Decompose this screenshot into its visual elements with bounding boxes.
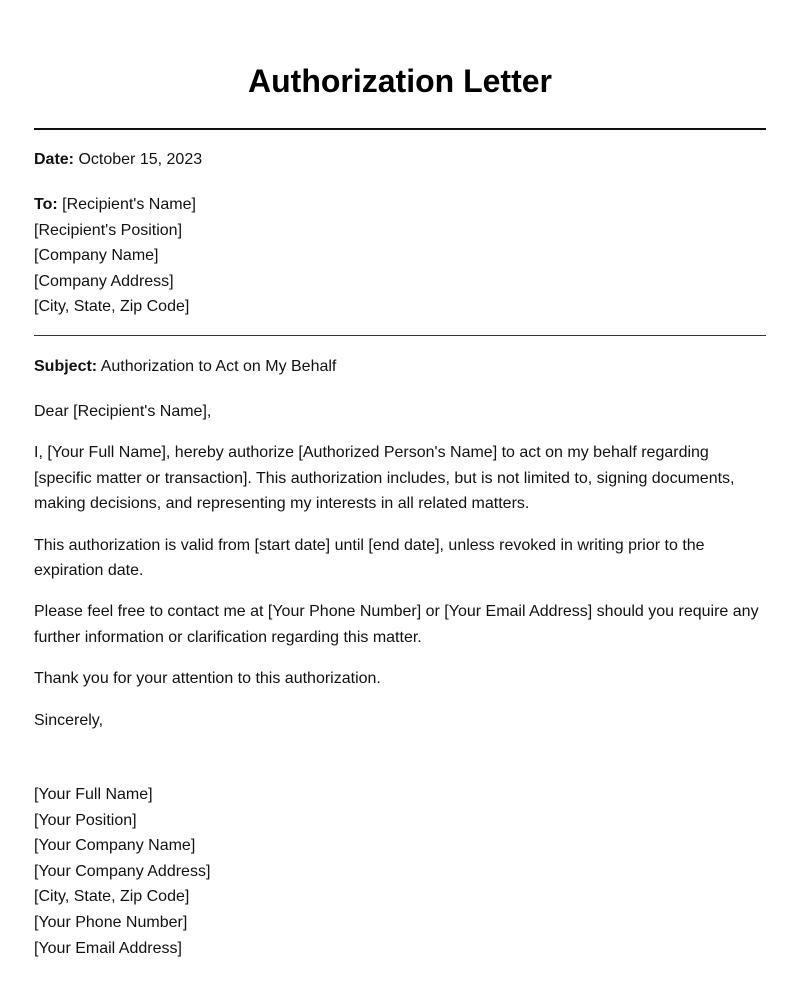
recipient-company-address: [Company Address] xyxy=(34,272,174,290)
signature-block xyxy=(34,782,766,961)
signature-company-address: [Your Company Address] xyxy=(34,862,211,880)
signature-full-name: [Your Full Name] xyxy=(34,786,153,804)
date-line xyxy=(34,150,766,170)
signature-position: [Your Position] xyxy=(34,811,137,829)
title-divider xyxy=(34,128,766,130)
greeting: Dear [Recipient's Name], xyxy=(34,402,212,420)
subject-value: Authorization to Act on My Behalf xyxy=(100,357,337,375)
body-paragraph: Thank you for your attention to this authorization. xyxy=(34,670,381,688)
signature-phone: [Your Phone Number] xyxy=(34,914,188,931)
closing: Sincerely, xyxy=(34,711,104,729)
date-value: October 15, 2023 xyxy=(78,151,203,168)
subject-label: Subject: xyxy=(34,357,98,375)
recipient-position: [Recipient's Position] xyxy=(34,221,183,239)
signature-city-state-zip: [City, State, Zip Code] xyxy=(34,888,190,906)
subject-line xyxy=(34,357,766,377)
signature-company-name: [Your Company Name] xyxy=(34,837,196,855)
recipient-name: [Recipient's Name] xyxy=(62,196,196,213)
recipient-company-name: [Company Name] xyxy=(34,247,159,265)
recipient-address-block xyxy=(34,192,766,320)
recipient-city-state-zip: [City, State, Zip Code] xyxy=(34,298,190,316)
body-paragraph: I, [Your Full Name], hereby authorize [Authorized Person's Name] to act on my behalf regarding [specific matter or transaction]. This authorization includes, but is not limited to, signing documents, making decisions, and representing my interests in all related matters. xyxy=(34,444,735,513)
body-paragraph: Please feel free to contact me at [Your Phone Number] or [Your Email Address] should you require any further information or clarification regarding this matter. xyxy=(34,603,759,646)
body-paragraph: This authorization is valid from [start date] until [end date], unless revoked in writing prior to the expiration date. xyxy=(34,536,705,579)
signature-email: [Your Email Address] xyxy=(34,939,182,957)
date-label: Date: xyxy=(34,151,75,168)
to-label: To: xyxy=(34,196,58,213)
header-divider xyxy=(34,335,766,336)
page-title: Authorization Letter xyxy=(248,63,552,99)
recipient-name-line xyxy=(34,192,766,218)
